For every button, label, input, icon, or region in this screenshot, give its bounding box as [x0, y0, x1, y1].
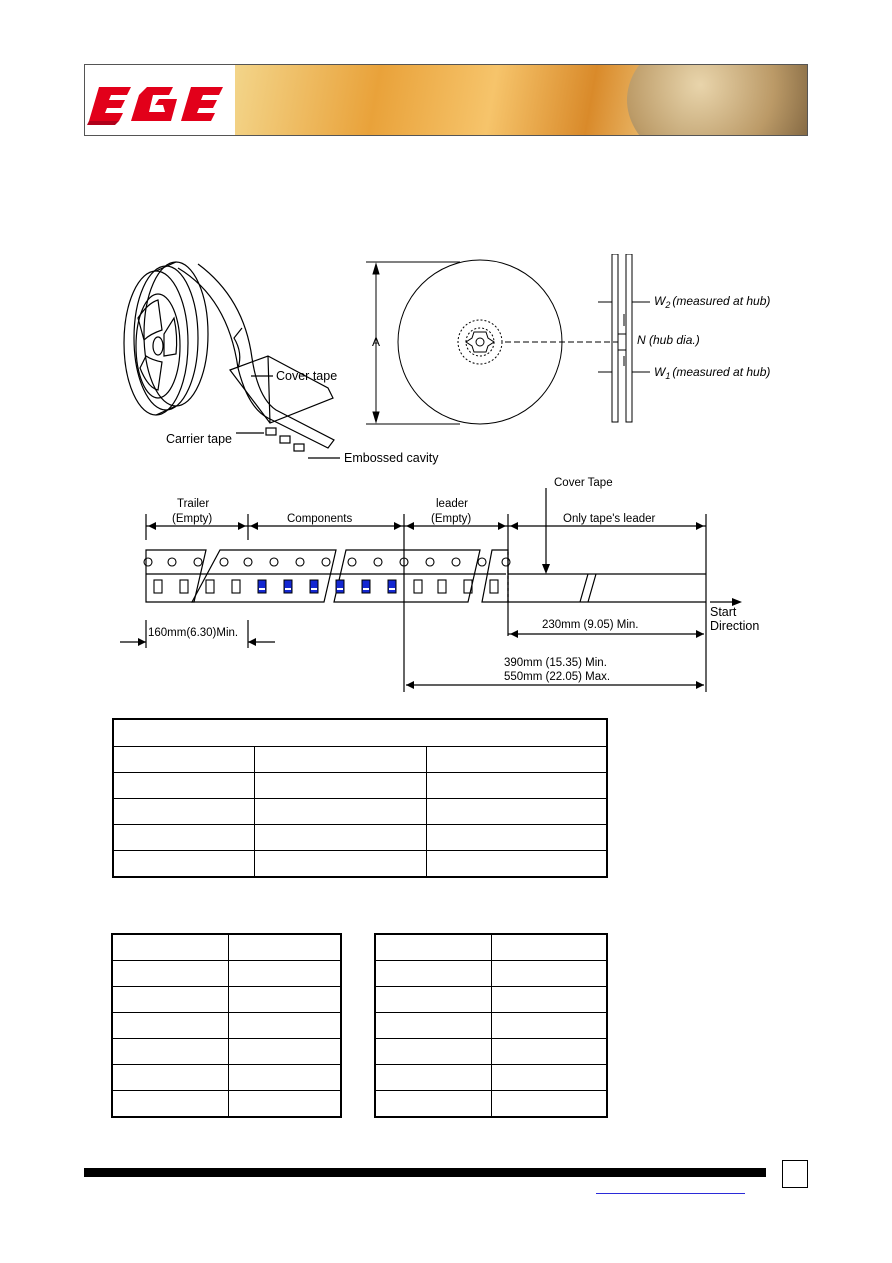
reel-dimension-figure [360, 254, 790, 432]
table-row [112, 1039, 341, 1065]
table-title-row [113, 719, 607, 747]
footer-website-link[interactable] [596, 1193, 745, 1195]
dim-a-label: A [372, 335, 381, 349]
table-row [375, 934, 607, 961]
total-max-label: 550mm (22.05) Max. [504, 671, 611, 683]
table-row [375, 1065, 607, 1091]
direction-label: Direction [710, 619, 760, 633]
planet-image [627, 64, 808, 136]
trailer-empty-label: (Empty) [172, 513, 213, 525]
table-row [113, 825, 607, 851]
table-row [112, 1013, 341, 1039]
embossed-cavity-label: Embossed cavity [344, 451, 439, 465]
table-row [112, 934, 341, 961]
leader-label: leader [436, 498, 468, 510]
dim-n-label: N (hub dia.) [637, 333, 700, 347]
header-banner [84, 64, 808, 136]
leader-length-label: 230mm (9.05) Min. [542, 619, 639, 631]
reel-dimensions-table [112, 718, 608, 878]
table-row [112, 1091, 341, 1118]
dim-w2-label: $W_2$ (measured at hub) [654, 294, 771, 310]
table-row [113, 747, 607, 773]
table-row [375, 961, 607, 987]
banner-art [235, 65, 807, 135]
total-min-label: 390mm (15.35) Min. [504, 657, 607, 669]
trailer-label: Trailer [177, 498, 210, 510]
trailer-length-label: 160mm(6.30)Min. [148, 627, 239, 639]
table-row [113, 773, 607, 799]
carrier-tape-label: Carrier tape [166, 432, 232, 446]
table-row [375, 1039, 607, 1065]
left-spec-table [111, 933, 342, 1118]
start-label: Start [710, 605, 737, 619]
table-row [112, 961, 341, 987]
table-row [375, 987, 607, 1013]
tape-leader-diagram [110, 470, 790, 700]
ece-logo-icon [85, 65, 235, 135]
leader-empty-label: (Empty) [431, 513, 472, 525]
table-row [113, 799, 607, 825]
only-leader-label: Only tape's leader [563, 513, 656, 525]
page-number-box [782, 1160, 808, 1188]
table-row [113, 851, 607, 878]
dim-w1-label: $W_1$ (measured at hub) [654, 365, 771, 381]
components-label: Components [287, 513, 353, 525]
table-row [375, 1091, 607, 1118]
right-spec-table [374, 933, 608, 1118]
table-row [375, 1013, 607, 1039]
table-row [112, 987, 341, 1013]
company-logo [85, 65, 236, 135]
cover-tape-label: Cover tape [276, 369, 338, 383]
cover-tape-label: Cover Tape [554, 477, 613, 489]
table-row [112, 1065, 341, 1091]
footer-rule [84, 1168, 766, 1177]
